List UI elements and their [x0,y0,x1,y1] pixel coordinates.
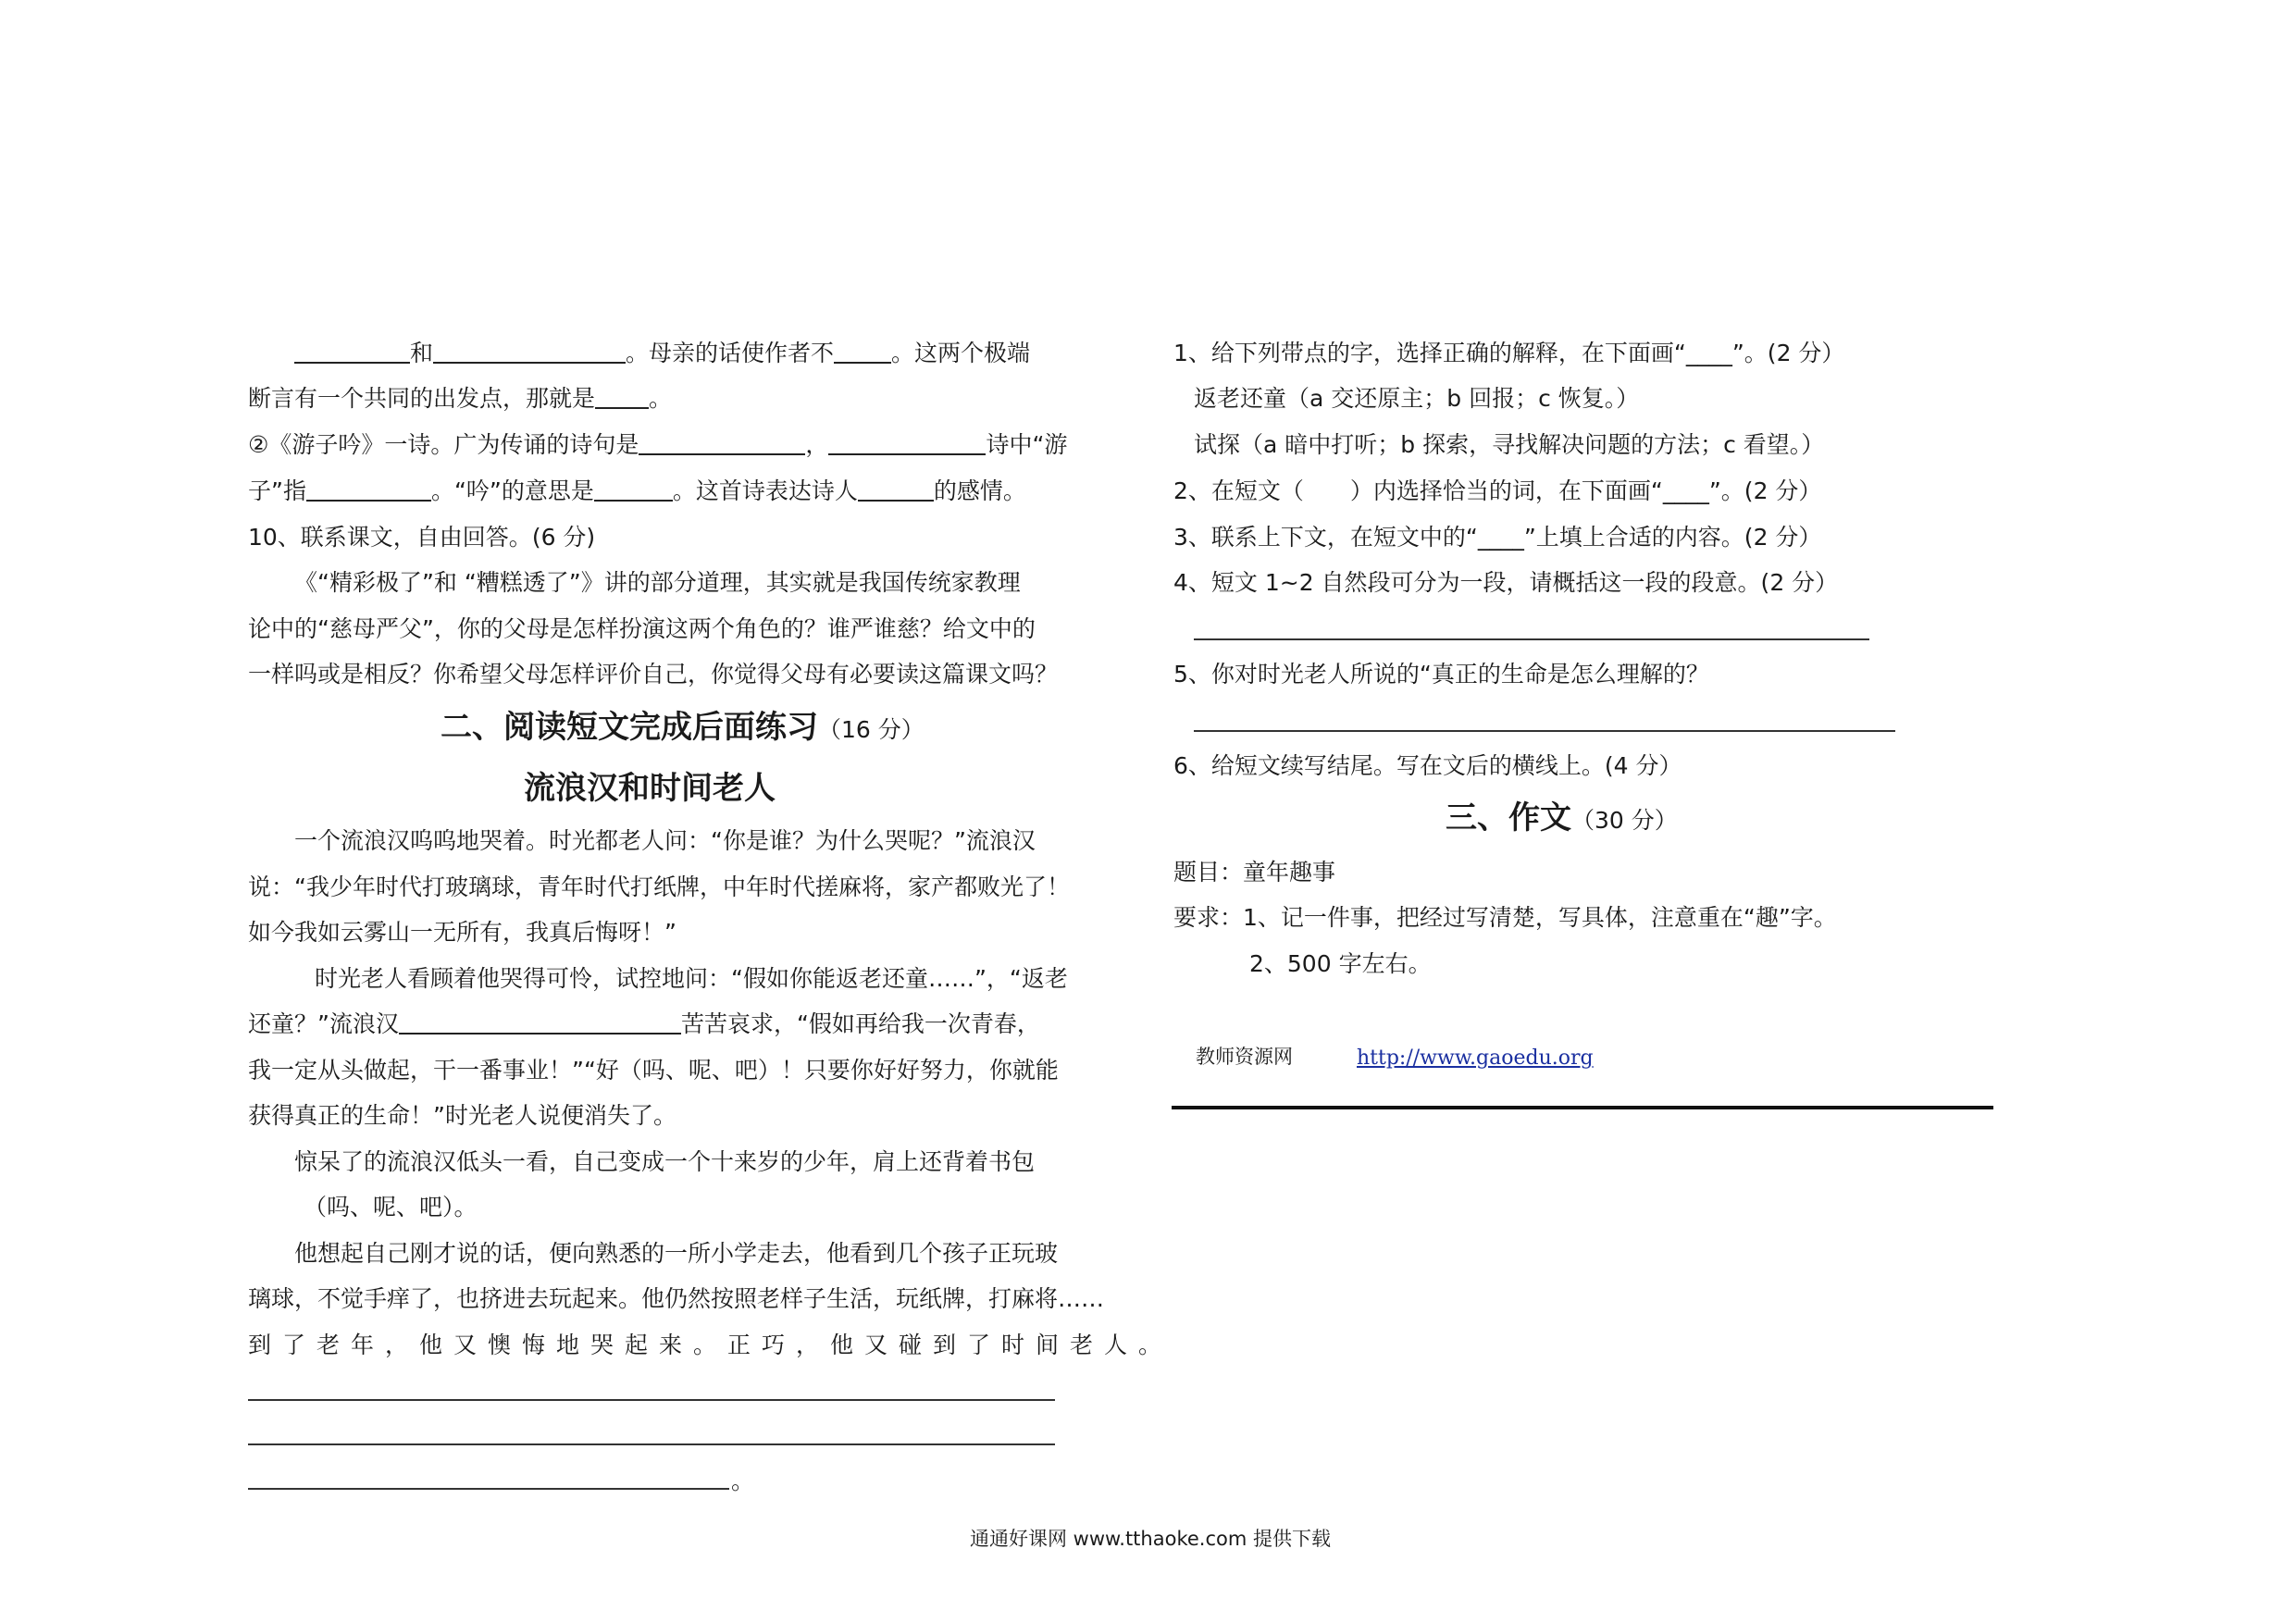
end-mark: 。 [731,1468,755,1494]
blank-line[interactable] [306,477,431,502]
question-2: 2、在短文（ ）内选择恰当的词，在下面画“____”。(2 分） [1173,477,1822,504]
text-line: 到了老年，他又懊悔地哭起来。正巧，他又碰到了时间老人。 [248,1332,1173,1358]
text-line [248,385,672,413]
text-line [248,431,1067,459]
text-line: 获得真正的生命！”时光老人说便消失了。 [248,1102,676,1129]
resource-label: 教师资源网 [1196,1046,1293,1068]
section-points: （16 分） [818,716,925,743]
text: 和 [410,340,434,366]
text-line: 璃球，不觉手痒了，也挤进去玩起来。他仍然按照老样子生活，玩纸牌，打麻将…… [248,1285,1105,1312]
question-1: 1、给下列带点的字，选择正确的解释，在下面画“____”。(2 分） [1173,340,1845,366]
blank-line[interactable] [639,431,805,455]
question-3: 3、联系上下文，在短文中的“____”上填上合适的内容。(2 分） [1173,524,1822,551]
essay-topic: 题目：童年趣事 [1173,859,1336,886]
question-4: 4、短文 1~2 自然段可分为一段，请概括这一段的段意。(2 分） [1173,569,1839,596]
blank-line[interactable] [594,477,673,502]
question-1-option-a: 返老还童（a 交还原主；b 回报；c 恢复。） [1194,385,1640,412]
text: 。 [649,385,673,412]
answer-line[interactable] [248,1488,729,1490]
blank-line[interactable] [399,1010,681,1035]
text: 。这两个极端 [891,340,1031,366]
footer: 通通好课网 www.tthaoke.com 提供下载 [970,1528,1331,1550]
blank-line[interactable] [858,477,934,502]
question-5: 5、你对时光老人所说的“真正的生命是怎么理解的？ [1173,661,1709,688]
text: 。“吟”的意思是 [430,477,594,504]
blank-line[interactable] [433,340,626,364]
essay-requirement-1: 要求：1、记一件事，把经过写清楚，写具体，注意重在“趣”字。 [1173,904,1837,931]
text: 断言有一个共同的出发点，那就是 [248,385,596,412]
text-line [294,340,1030,367]
answer-line[interactable] [248,1443,1055,1445]
text-line: 一个流浪汉呜呜地哭着。时光都老人问：“你是谁？为什么哭呢？”流浪汉 [294,827,1036,854]
question-1-option-b: 试探（a 暗中打听；b 探索，寻找解决问题的方法；c 看望。） [1194,431,1825,458]
text: 。母亲的话使作者不 [626,340,835,366]
text-line [248,1010,1040,1038]
text-line [248,477,1026,505]
blank-line[interactable] [834,340,891,364]
section-title: 三、作文 [1446,799,1571,836]
resource-link[interactable] [1357,1043,1594,1072]
text: 苦苦哀求，“假如再给我一次青春， [680,1010,1040,1037]
text-line: 惊呆了的流浪汉低头一看，自己变成一个十来岁的少年，肩上还背着书包 [294,1148,1036,1175]
section-2-heading [441,709,925,749]
blank-line[interactable] [294,340,410,364]
section-points: （30 分） [1571,807,1678,834]
text-line: 我一定从头做起，干一番事业！”“好（吗、呢、吧）！只要你好好努力，你就能 [248,1057,1059,1084]
answer-line[interactable] [1194,730,1895,732]
text: 还童？”流浪汉 [248,1010,399,1037]
essay-requirement-2: 2、500 字左右。 [1249,950,1432,977]
text: 的感情。 [933,477,1026,504]
story-title: 流浪汉和时间老人 [524,770,776,807]
question-6: 6、给短文续写结尾。写在文后的横线上。(4 分） [1173,752,1682,779]
text-line: 论中的“慈母严父”，你的父母是怎样扮演这两个角色的？谁严谁慈？给文中的 [248,615,1036,642]
text: 。这首诗表达诗人 [672,477,858,504]
text-line: 一样吗或是相反？你希望父母怎样评价自己，你觉得父母有必要读这篇课文吗？ [248,661,1059,688]
text: 诗中“游 [986,431,1068,458]
text-line: 时光老人看顾着他哭得可怜，试控地问：“假如你能返老还童……”，“返老 [315,965,1068,992]
blank-line[interactable] [828,431,986,455]
resource-url[interactable]: http://www.gaoedu.org [1357,1047,1594,1070]
text: 子”指 [248,477,306,504]
section-title: 二、阅读短文完成后面练习 [441,709,818,746]
text: ， [805,431,829,458]
answer-line[interactable] [248,1399,1055,1401]
text-line: 他想起自己刚才说的话，便向熟悉的一所小学走去，他看到几个孩子正玩玻 [294,1240,1059,1267]
text-line: （吗、呢、吧）。 [304,1194,478,1220]
text: ②《游子吟》一诗。广为传诵的诗句是 [248,431,639,458]
text-line: 《“精彩极了”和 “糟糕透了”》讲的部分道理，其实就是我国传统家教理 [294,569,1021,596]
divider [1172,1106,1993,1109]
question-10: 10、联系课文，自由回答。(6 分) [248,524,596,551]
blank-line[interactable] [595,385,649,409]
text-line: 如今我如云雾山一无所有，我真后悔呀！” [248,919,676,946]
text-line: 说：“我少年时代打玻璃球，青年时代打纸牌，中年时代搓麻将，家产都败光了！ [248,873,1070,900]
section-3-heading [1446,799,1678,839]
answer-line[interactable] [1194,638,1869,640]
